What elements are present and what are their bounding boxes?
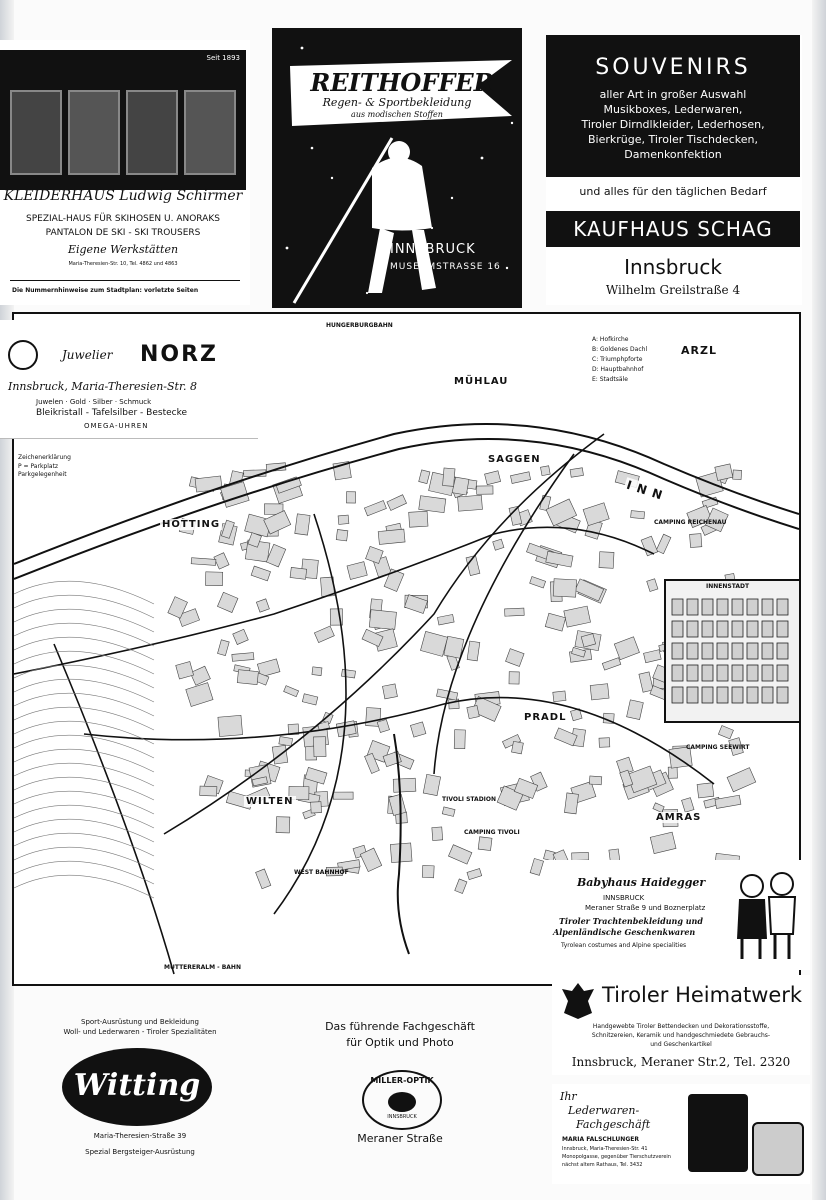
district-arzl: ARZL (681, 344, 717, 357)
legend-item-a: A: Hofkirche (592, 336, 629, 343)
norz-line3: OMEGA-UHREN (84, 422, 149, 430)
norz-prefix: Juwelier (62, 348, 113, 362)
falschlunger-line3: Fachgeschäft (576, 1118, 651, 1131)
district-amras: AMRAS (656, 812, 702, 823)
haidegger-name: Babyhaus Haidegger (577, 876, 706, 889)
reithoffer-sub2: aus modischen Stoffen (351, 110, 443, 119)
haidegger-city: INNSBRUCK (603, 894, 645, 902)
haidegger-line3: Tyrolean costumes and Alpine specialities (561, 942, 687, 949)
district-muehlau: MÜHLAU (454, 376, 509, 387)
heimatwerk-desc3: und Geschenkartikel (650, 1041, 712, 1048)
place-hungerburgbahn: HUNGERBURGBAHN (326, 322, 393, 329)
ad-witting (20, 1012, 260, 1162)
district-pradl: PRADL (524, 712, 567, 723)
schirmer-line3: Eigene Werkstätten (67, 243, 179, 256)
witting-logo: Witting (62, 1048, 212, 1126)
camping-reichenau: CAMPING REICHENAU (654, 519, 727, 526)
souvenirs-panel (546, 35, 800, 177)
optik-logo: MILLER-OPTIK INNSBRUCK (362, 1070, 442, 1130)
reithoffer-street: MUSEUMSTRASSE 16 (390, 262, 501, 272)
legend-item-b: B: Goldenes Dachl (592, 346, 648, 353)
haidegger-street: Meraner Straße 9 und Boznerplatz (585, 904, 706, 912)
reithoffer-city: INNSBRUCK (390, 242, 476, 257)
souvenirs-text: aller Art in großer Auswahl Musikboxes, Lederwaren, Tiroler Dirndlkleider, Lederhosen, Bierkrüge, Tiroler Tischdecken, Damenkonfektion (581, 88, 765, 161)
schag-street: Wilhelm Greilstraße 4 (605, 283, 741, 297)
souvenirs-title: SOUVENIRS (595, 55, 751, 80)
district-saggen: SAGGEN (488, 454, 541, 465)
norz-line1: Juwelen · Gold · Silber · Schmuck (36, 398, 152, 406)
ad-falschlunger (552, 1084, 810, 1184)
camping-seewirt: CAMPING SEEWIRT (686, 744, 750, 751)
district-hoetting: HÖTTING (162, 519, 221, 530)
heimatwerk-title: Tiroler Heimatwerk (602, 983, 803, 1007)
optik-line1: Das führende Fachgeschäft (325, 1020, 475, 1033)
schag-store: KAUFHAUS SCHAG (546, 211, 800, 247)
place-muttereralm: MUTTERERALM - BAHN (164, 964, 241, 971)
falschlunger-line2: Lederwaren- (568, 1104, 640, 1117)
ad-schirmer (0, 40, 250, 305)
children-illustration (727, 864, 807, 964)
schirmer-line2: PANTALON DE SKI - SKI TROUSERS (45, 228, 201, 238)
witting-note: Spezial Bergsteiger-Ausrüstung (85, 1148, 195, 1156)
ad-haidegger (545, 860, 810, 970)
witting-line2: Woll- und Lederwaren - Tiroler Spezialitäten (63, 1028, 217, 1036)
schag-city: Innsbruck (624, 255, 722, 279)
schirmer-address: Maria-Theresien-Str. 10, Tel. 4862 und 4863 (68, 261, 178, 267)
norz-line2: Bleikristall - Tafelsilber - Bestecke (36, 408, 188, 418)
norz-address: Innsbruck, Maria-Theresien-Str. 8 (8, 380, 198, 393)
map-legend (590, 334, 710, 386)
optik-street: Meraner Straße (357, 1132, 443, 1145)
schirmer-note: Die Nummernhinweise zum Stadtplan: vorletzte Seiten (12, 287, 199, 294)
ad-heimatwerk (552, 975, 810, 1075)
optik-line2: für Optik und Photo (346, 1036, 454, 1049)
parking-legend: Zeichenerklärung P = Parkplatz Parkgelegenheit (14, 452, 104, 482)
suitcase-illustration (688, 1094, 748, 1172)
souvenirs-tagline: und alles für den täglichen Bedarf (579, 185, 767, 198)
haidegger-line1: Tiroler Trachtenbekleidung und (559, 916, 703, 926)
river-inn: INN (624, 477, 670, 505)
place-westbahnhof: WEST BAHNHOF (294, 869, 349, 876)
paper-edge-right (812, 0, 826, 1200)
handbag-illustration (752, 1122, 804, 1176)
ad-souvenirs (546, 35, 802, 305)
inset-label: INNENSTADT (706, 583, 750, 590)
heimatwerk-desc2: Schnitzereien, Keramik und handgeschmiedete Gebrauchs- (591, 1032, 771, 1039)
falschlunger-line1: Ihr (560, 1090, 577, 1103)
crown-icon (8, 340, 38, 370)
shop-name: KLEIDERHAUS Ludwig Schirmer (3, 188, 243, 204)
place-tivoli-stadion: TIVOLI STADION (442, 796, 497, 803)
map-inset (664, 579, 801, 723)
shop-windows (10, 90, 236, 175)
reithoffer-name: REITHOFFER (310, 68, 494, 97)
falschlunger-name: MARIA FALSCHLUNGER (562, 1136, 639, 1143)
ad-norz (0, 320, 258, 439)
norz-name: NORZ (140, 342, 219, 367)
witting-address: Maria-Theresien-Straße 39 (93, 1132, 187, 1140)
camping-tivoli: CAMPING TIVOLI (464, 829, 520, 836)
legend-item-c: C: Triumphpforte (592, 356, 643, 363)
heimatwerk-desc1: Handgewebte Tiroler Bettendecken und Dekorationsstoffe, (592, 1023, 770, 1030)
year: Seit 1893 (206, 54, 240, 62)
schirmer-line1: SPEZIAL-HAUS FÜR SKIHOSEN U. ANORAKS (26, 214, 220, 224)
heimatwerk-address: Innsbruck, Meraner Str.2, Tel. 2320 (571, 1055, 791, 1069)
eagle-icon (558, 979, 598, 1021)
ad-reithoffer (272, 28, 522, 308)
legend-item-d: D: Hauptbahnhof (592, 366, 644, 373)
ad-optik (290, 1014, 510, 1154)
shop-photo (0, 50, 246, 190)
haidegger-line2: Alpenländische Geschenkwaren (553, 927, 696, 937)
district-wilten: WILTEN (246, 796, 294, 807)
falschlunger-address1: Innsbruck, Maria-Theresien-Str. 41 (562, 1146, 648, 1152)
witting-line1: Sport-Ausrüstung und Bekleidung (81, 1018, 199, 1026)
falschlunger-address2: Monopolgasse, gegenüber Tierschutzverein (562, 1154, 671, 1160)
eye-icon (388, 1092, 416, 1112)
falschlunger-address3: nächst altem Rathaus, Tel. 3432 (562, 1162, 643, 1168)
legend-item-e: E: Stadtsäle (592, 376, 628, 383)
reithoffer-sub1: Regen- & Sportbekleidung (322, 96, 472, 109)
